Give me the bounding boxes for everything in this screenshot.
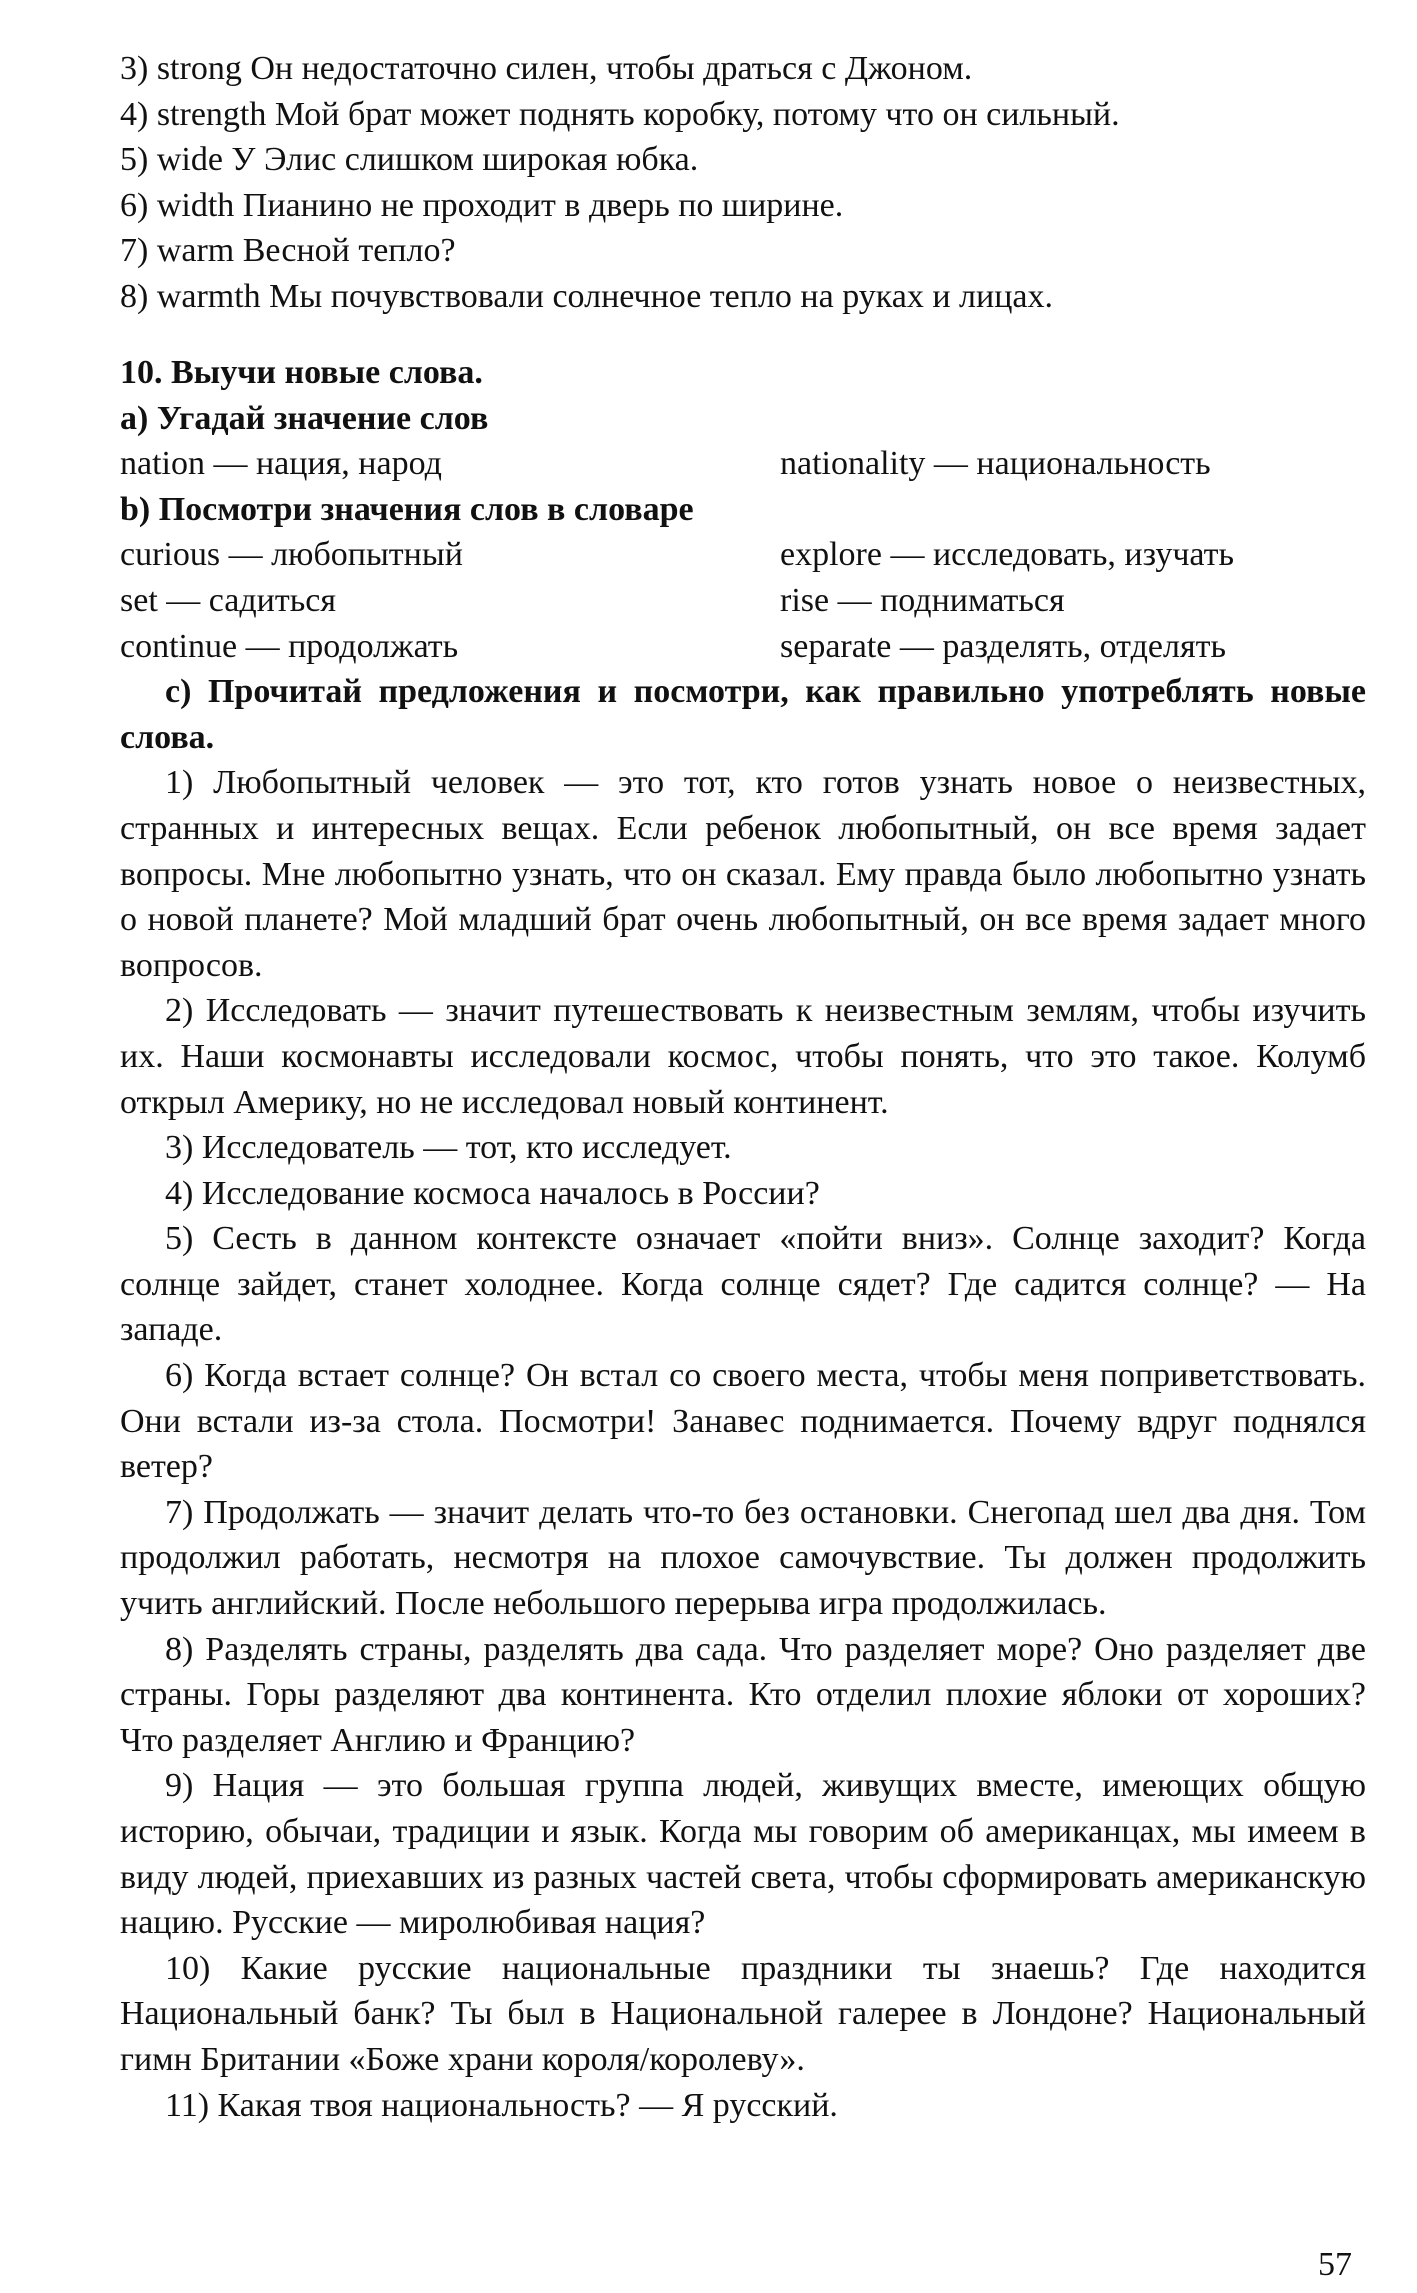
paragraph: 2) Исследовать — значит путешествовать к неизвестным землям, чтобы изучить их. Наши космонавты исследовали космос, чтобы понять, что это такое. Колумб открыл Америку, но не исследовал новый континент. <box>120 992 1366 1121</box>
section-b-heading: b) Посмотри значения слов в словаре <box>120 490 694 528</box>
previous-items <box>120 46 1366 320</box>
paragraph: 7) Продолжать — значит делать что-то без остановки. Снегопад шел два дня. Том продолжил работать, несмотря на плохое самочувствие. Ты должен продолжить учить английский. После небольшого перерыва игра продолжилась. <box>120 1493 1366 1623</box>
vocab-word: curious — любопытный <box>120 536 463 574</box>
list-item: 8) warmth Мы почувствовали солнечное тепло на руках и лицах. <box>120 277 1053 315</box>
vocab-row <box>120 624 1366 670</box>
vocab-word: nation — нация, народ <box>120 445 442 483</box>
paragraph: 11) Какая твоя национальность? — Я русский. <box>165 2086 838 2124</box>
list-item: 7) warm Весной тепло? <box>120 232 456 270</box>
vocab-row <box>120 532 1366 578</box>
vocab-row <box>120 441 1366 487</box>
section-c-heading: c) Прочитай предложения и посмотри, как правильно употреблять новые слова. <box>120 673 1366 756</box>
paragraph: 3) Исследователь — тот, кто исследует. <box>165 1129 732 1167</box>
vocab-row <box>120 578 1366 624</box>
vocab-word: rise — подниматься <box>780 581 1065 619</box>
page-number: 57 <box>1318 2246 1352 2283</box>
vocab-word: explore — исследовать, изучать <box>780 536 1235 574</box>
vocab-word: nationality — национальность <box>780 445 1211 483</box>
paragraph: 6) Когда встает солнце? Он встал со своего места, чтобы меня поприветствовать. Они встали из-за стола. Посмотри! Занавес поднимается. Почему вдруг поднялся ветер? <box>120 1357 1366 1486</box>
exercise-10 <box>120 350 1366 2128</box>
list-item: 5) wide У Элис слишком широкая юбка. <box>120 141 699 179</box>
list-item: 4) strength Мой брат может поднять коробку, потому что он сильный. <box>120 95 1120 133</box>
vocab-word: separate — разделять, отделять <box>780 627 1226 665</box>
section-a-heading: a) Угадай значение слов <box>120 399 489 437</box>
paragraph: 4) Исследование космоса началось в России? <box>165 1174 820 1212</box>
paragraph: 9) Нация — это большая группа людей, живущих вместе, имеющих общую историю, обычаи, традиции и язык. Когда мы говорим об американцах, мы имеем в виду людей, приехавших из разных частей света, чтобы сформировать американскую нацию. Русские — миролюбивая нация? <box>120 1767 1366 1942</box>
paragraph: 10) Какие русские национальные праздники ты знаешь? Где находится Национальный банк? Ты был в Национальной галерее в Лондоне? Национальный гимн Британии «Боже храни короля/королеву». <box>120 1949 1366 2078</box>
paragraph: 8) Разделять страны, разделять два сада. Что разделяет море? Оно разделяет две страны. Горы разделяют два континента. Кто отделил плохие яблоки от хороших? Что разделяет Англию и Францию? <box>120 1630 1366 1759</box>
list-item: 3) strong Он недостаточно силен, чтобы драться с Джоном. <box>120 50 973 87</box>
paragraph: 5) Сесть в данном контексте означает «пойти вниз». Солнце заходит? Когда солнце зайдет, станет холоднее. Когда солнце сядет? Где садится солнце? — На западе. <box>120 1220 1366 1349</box>
paragraph: 1) Любопытный человек — это тот, кто готов узнать новое о неизвестных, странных и интересных вещах. Если ребенок любопытный, он все время задает вопросы. Мне любопытно узнать, что он сказал. Ему правда было любопытно узнать о новой планете? Мой младший брат очень любопытный, он все время задает много вопросов. <box>120 764 1366 984</box>
exercise-title: 10. Выучи новые слова. <box>120 354 483 391</box>
vocab-word: continue — продолжать <box>120 627 459 665</box>
list-item: 6) width Пианино не проходит в дверь по ширине. <box>120 186 844 224</box>
vocab-word: set — садиться <box>120 581 336 619</box>
